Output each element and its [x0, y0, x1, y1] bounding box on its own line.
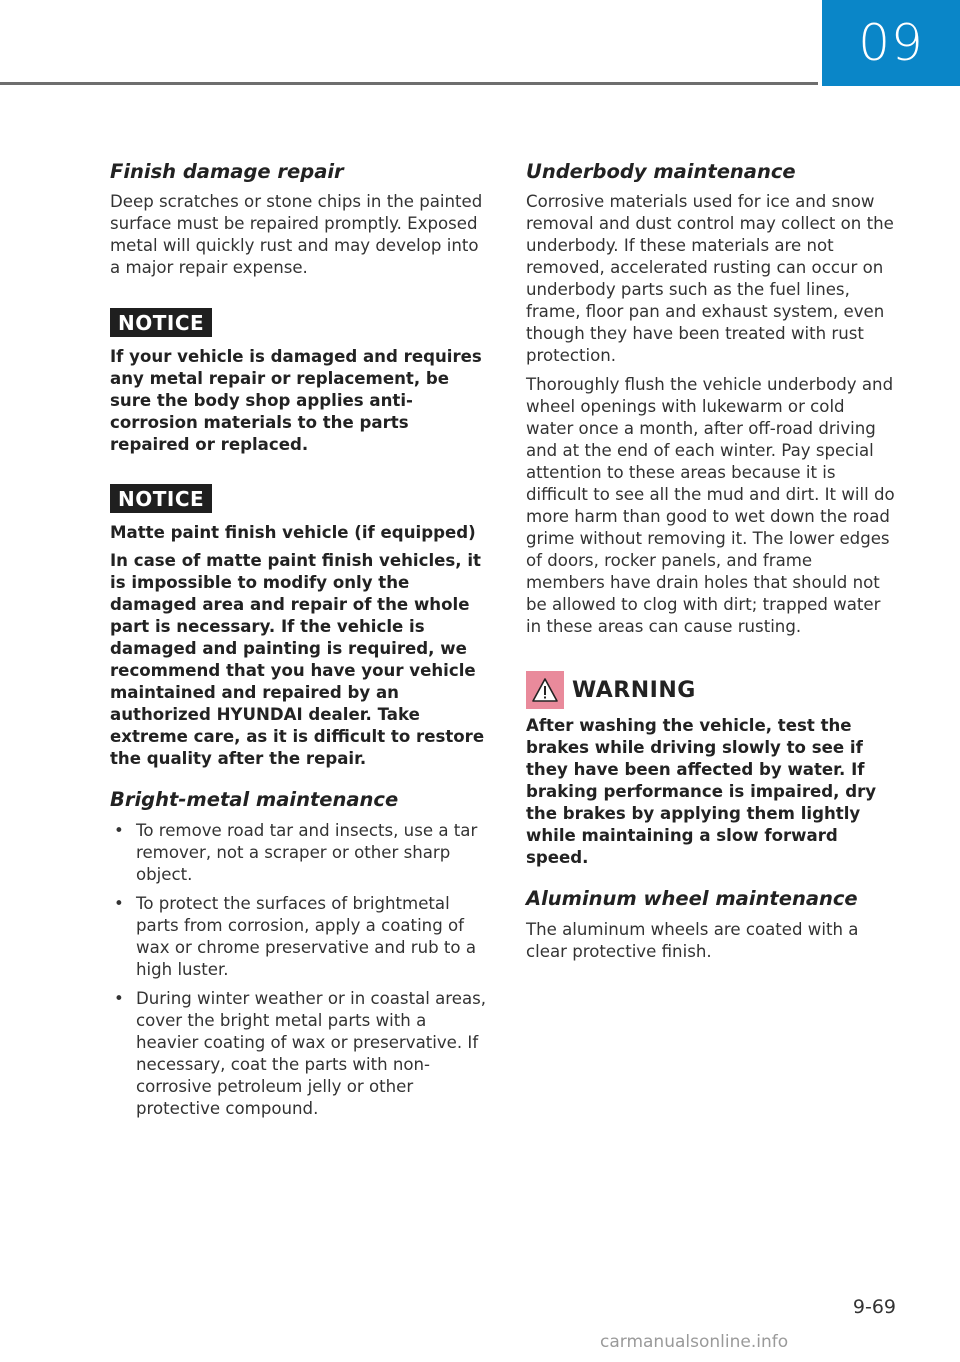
- chapter-number: 09: [858, 14, 924, 72]
- notice-text-1: If your vehicle is damaged and requires any metal repair or replacement, be sure the body shop applies anti-corrosion materials to the parts repaired or replaced.: [110, 347, 482, 455]
- warning-text: After washing the vehicle, test the brakes while driving slowly to see if they have been affected by water. If braking performance is impaired, dry the brakes by applying them lightly while maintaining a slow forward speed.: [526, 716, 877, 868]
- notice-label-1: NOTICE: [110, 308, 212, 337]
- notice-text-2: In case of matte paint finish vehicles, it is impossible to modify only the damaged area and repair of the whole part is necessary. If the vehicle is damaged and painting is required, we recommend that you have your vehicle maintained and repaired by an authorized HYUNDAI dealer. Take extreme care, as it is difficult to restore the quality after the repair.: [110, 551, 485, 769]
- underbody-text-1: Corrosive materials used for ice and snow removal and dust control may collect on the underbody. If these materials are not removed, accelerated rusting can occur on underbody parts such as the fuel lines, frame, floor pan and exhaust system, even though they have been treated with rust protection.: [526, 192, 894, 366]
- bullet-icon: •: [114, 988, 124, 1008]
- bullet-icon: •: [114, 820, 124, 840]
- page-number: 9-69: [852, 1296, 896, 1318]
- warning-triangle-icon: [526, 671, 564, 709]
- list-item: • During winter weather or in coastal areas, cover the bright metal parts with a heavier coating of wax or preservative. If necessary, coat the parts with non-corrosive petroleum jelly or other protective compound.: [114, 988, 487, 1118]
- underbody-text-2: Thoroughly flush the vehicle underbody and wheel openings with lukewarm or cold water once a month, after off-road driving and at the end of each winter. Pay special attention to these areas because it is difficult to see all the mud and dirt. It will do more harm than good to wet down the road grime without removing it. The lower edges of doors, rocker panels, and frame members have drain holes that should not be allowed to clog with dirt; trapped water in these areas can cause rusting.: [526, 375, 895, 637]
- bright-metal-list: [110, 820, 490, 1120]
- warning-header: [526, 671, 896, 709]
- list-item: • To remove road tar and insects, use a tar remover, not a scraper or other sharp object.: [114, 820, 478, 884]
- notice-label-2: NOTICE: [110, 484, 212, 513]
- notice-title-2: Matte paint finish vehicle (if equipped): [110, 523, 476, 543]
- chapter-tab: [822, 0, 960, 86]
- warning-label: WARNING: [572, 677, 696, 703]
- list-item: • To protect the surfaces of brightmetal parts from corrosion, apply a coating of wax or chrome preservative and rub to a high luster.: [114, 893, 477, 979]
- bullet-icon: •: [114, 893, 124, 913]
- bright-metal-heading: Bright-metal maintenance: [110, 788, 399, 812]
- finish-damage-text: Deep scratches or stone chips in the painted surface must be repaired promptly. Exposed metal will quickly rust and may develop into a major repair expense.: [110, 192, 483, 278]
- aluminum-wheel-text: The aluminum wheels are coated with a clear protective finish.: [526, 919, 859, 961]
- finish-damage-heading: Finish damage repair: [110, 160, 344, 183]
- aluminum-wheel-heading: Aluminum wheel maintenance: [526, 887, 858, 911]
- watermark: carmanualsonline.info: [600, 1332, 789, 1352]
- header-rule: [0, 82, 818, 85]
- underbody-heading: Underbody maintenance: [526, 160, 796, 183]
- left-column: [110, 160, 490, 1127]
- right-column: [526, 160, 896, 970]
